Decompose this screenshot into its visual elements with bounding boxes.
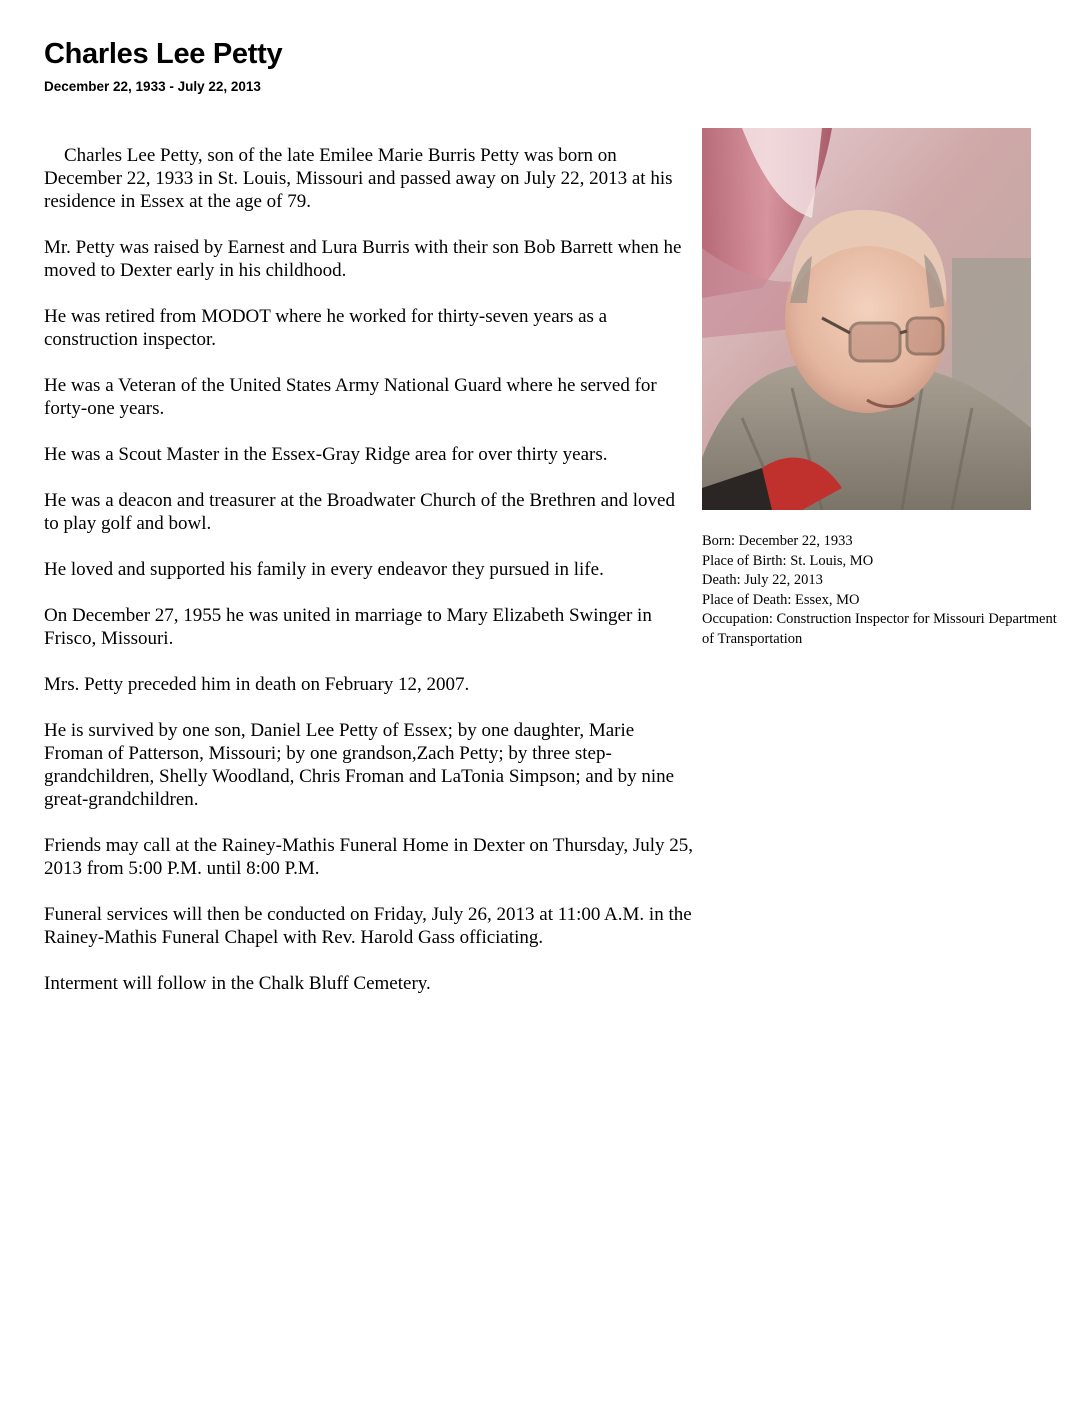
paragraph-birth: Charles Lee Petty, son of the late Emilee Marie Burris Petty was born on December 22, 1933 in St. Louis, Missouri and passed away on July 22, 2013 at his residence in Essex at the age of 79. bbox=[44, 145, 673, 212]
paragraph-marriage: On December 27, 1955 he was united in marriage to Mary Elizabeth Swinger in Frisco, Missouri. bbox=[44, 605, 652, 649]
paragraph-survivors: He is survived by one son, Daniel Lee Petty of Essex; by one daughter, Marie Froman of Patterson, Missouri; by one grandson,Zach Petty; by three step-grandchildren, Shelly Woodland, Chris Froman and LaTonia Simpson; and by nine great-grandchildren. bbox=[44, 720, 675, 810]
paragraph-spouse-death: Mrs. Petty preceded him in death on February 12, 2007. bbox=[44, 674, 470, 695]
paragraph-career: He was retired from MODOT where he worked for thirty-seven years as a construction inspector. bbox=[44, 306, 608, 350]
paragraph-visitation: Friends may call at the Rainey-Mathis Funeral Home in Dexter on Thursday, July 25, 2013 from 5:00 P.M. until 8:00 P.M. bbox=[44, 835, 694, 879]
obituary-body bbox=[44, 144, 694, 1018]
fact-born: Born: December 22, 1933 bbox=[702, 533, 853, 549]
fact-occupation: Occupation: Construction Inspector for Missouri Department of Transportation bbox=[702, 611, 1057, 647]
paragraph-military: He was a Veteran of the United States Army National Guard where he served for forty-one years. bbox=[44, 375, 657, 419]
life-dates: December 22, 1933 - July 22, 2013 bbox=[44, 79, 261, 94]
fact-place-of-death: Place of Death: Essex, MO bbox=[702, 591, 860, 608]
fact-place-of-birth: Place of Birth: St. Louis, MO bbox=[702, 552, 874, 569]
fact-death: Death: July 22, 2013 bbox=[702, 572, 823, 588]
vital-facts bbox=[702, 532, 1072, 649]
paragraph-scouting: He was a Scout Master in the Essex-Gray Ridge area for over thirty years. bbox=[44, 444, 608, 465]
page-title: Charles Lee Petty bbox=[44, 38, 283, 70]
paragraph-church: He was a deacon and treasurer at the Broadwater Church of the Brethren and loved to play golf and bowl. bbox=[44, 490, 675, 534]
portrait-photo bbox=[702, 128, 1031, 510]
paragraph-funeral-services: Funeral services will then be conducted on Friday, July 26, 2013 at 11:00 A.M. in the Rainey-Mathis Funeral Chapel with Rev. Harold Gass officiating. bbox=[44, 904, 692, 948]
paragraph-family-support: He loved and supported his family in every endeavor they pursued in life. bbox=[44, 559, 604, 580]
paragraph-childhood: Mr. Petty was raised by Earnest and Lura Burris with their son Bob Barrett when he moved to Dexter early in his childhood. bbox=[44, 237, 682, 281]
paragraph-interment: Interment will follow in the Chalk Bluff Cemetery. bbox=[44, 973, 431, 994]
